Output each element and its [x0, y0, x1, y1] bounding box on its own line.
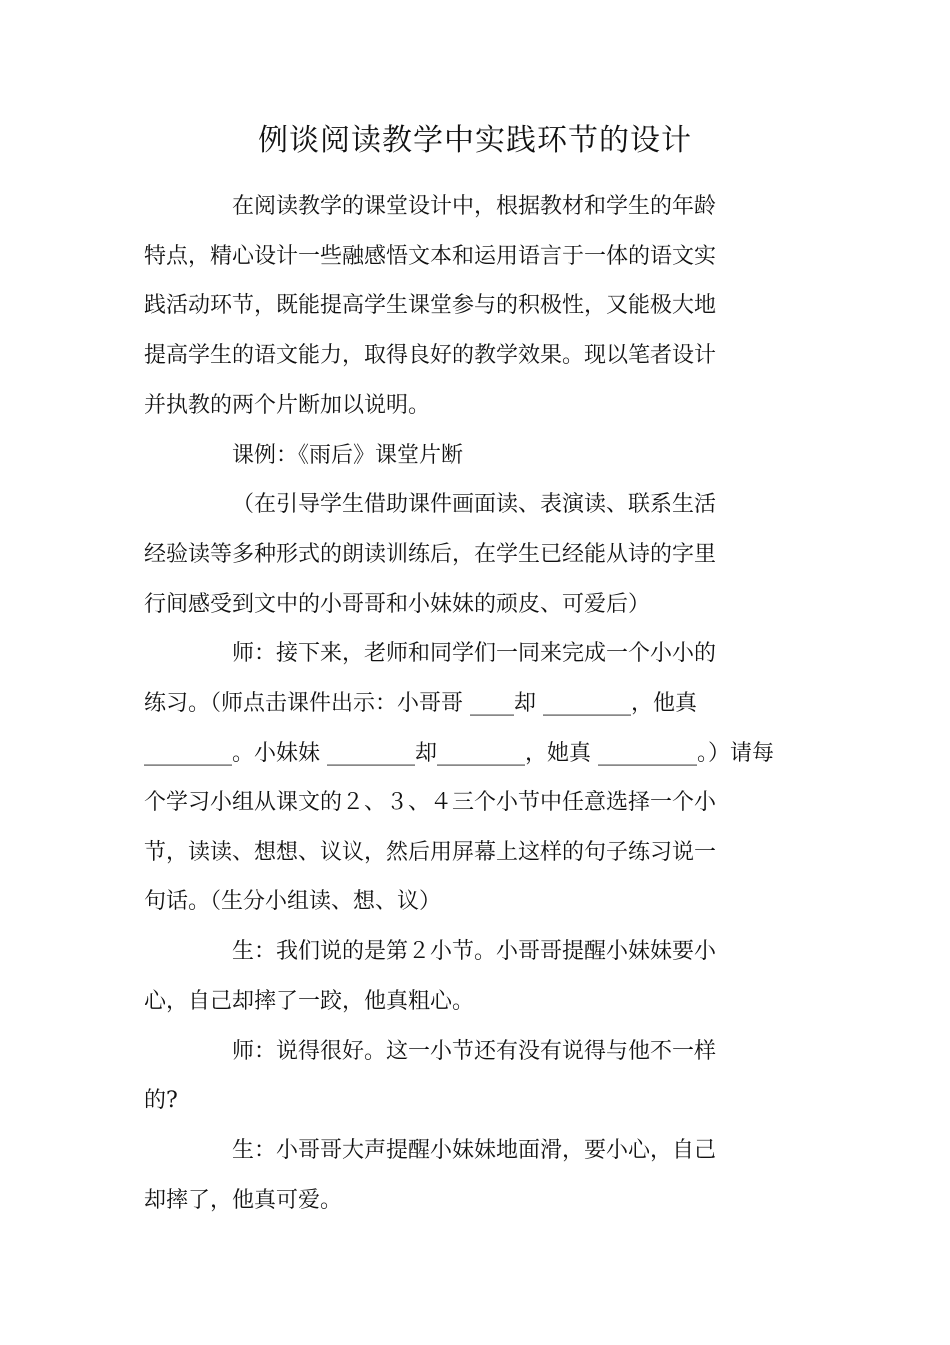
paragraph-line: （在引导学生借助课件画面读、表演读、联系生活 — [232, 492, 717, 517]
paragraph-line: 经验读等多种形式的朗读训练后，在学生已经能从诗的字里 — [144, 542, 717, 567]
paragraph-line: 的? — [144, 1088, 178, 1113]
section-heading: 课例：《雨后》课堂片断 — [232, 443, 464, 468]
paragraph-line: 践活动环节，既能提高学生课堂参与的积极性，又能极大地 — [144, 293, 717, 318]
paragraph-line: 并执教的两个片断加以说明。 — [144, 393, 431, 418]
paragraph-line: ________。小妹妹 ________却________，她真 _________。）请每 — [144, 741, 774, 766]
paragraph-line: 在阅读教学的课堂设计中，根据教材和学生的年龄 — [232, 194, 717, 219]
paragraph-line: 句话。（生分小组读、想、议） — [144, 889, 442, 914]
paragraph-line: 师：接下来，老师和同学们一同来完成一个小小的 — [232, 641, 717, 666]
paragraph-line: 生：小哥哥大声提醒小妹妹地面滑，要小心，自己 — [232, 1138, 717, 1163]
paragraph-line: 个学习小组从课文的２、３、４三个小节中任意选择一个小 — [144, 790, 717, 815]
paragraph-line: 特点，精心设计一些融感悟文本和运用语言于一体的语文实 — [144, 244, 717, 269]
paragraph-line: 提高学生的语文能力，取得良好的教学效果。现以笔者设计 — [144, 343, 717, 368]
paragraph-line: 练习。（师点击课件出示：小哥哥 ____却 ________，他真 — [144, 691, 697, 716]
paragraph-line: 生：我们说的是第２小节。小哥哥提醒小妹妹要小 — [232, 939, 717, 964]
document-title: 例谈阅读教学中实践环节的设计 — [258, 123, 692, 158]
paragraph-line: 行间感受到文中的小哥哥和小妹妹的顽皮、可爱后） — [144, 592, 651, 617]
paragraph-line: 却摔了，他真可爱。 — [144, 1188, 343, 1213]
paragraph-line: 师：说得很好。这一小节还有没有说得与他不一样 — [232, 1039, 717, 1064]
paragraph-line: 节，读读、想想、议议，然后用屏幕上这样的句子练习说一 — [144, 840, 717, 865]
paragraph-line: 心，自己却摔了一跤，他真粗心。 — [144, 989, 475, 1014]
